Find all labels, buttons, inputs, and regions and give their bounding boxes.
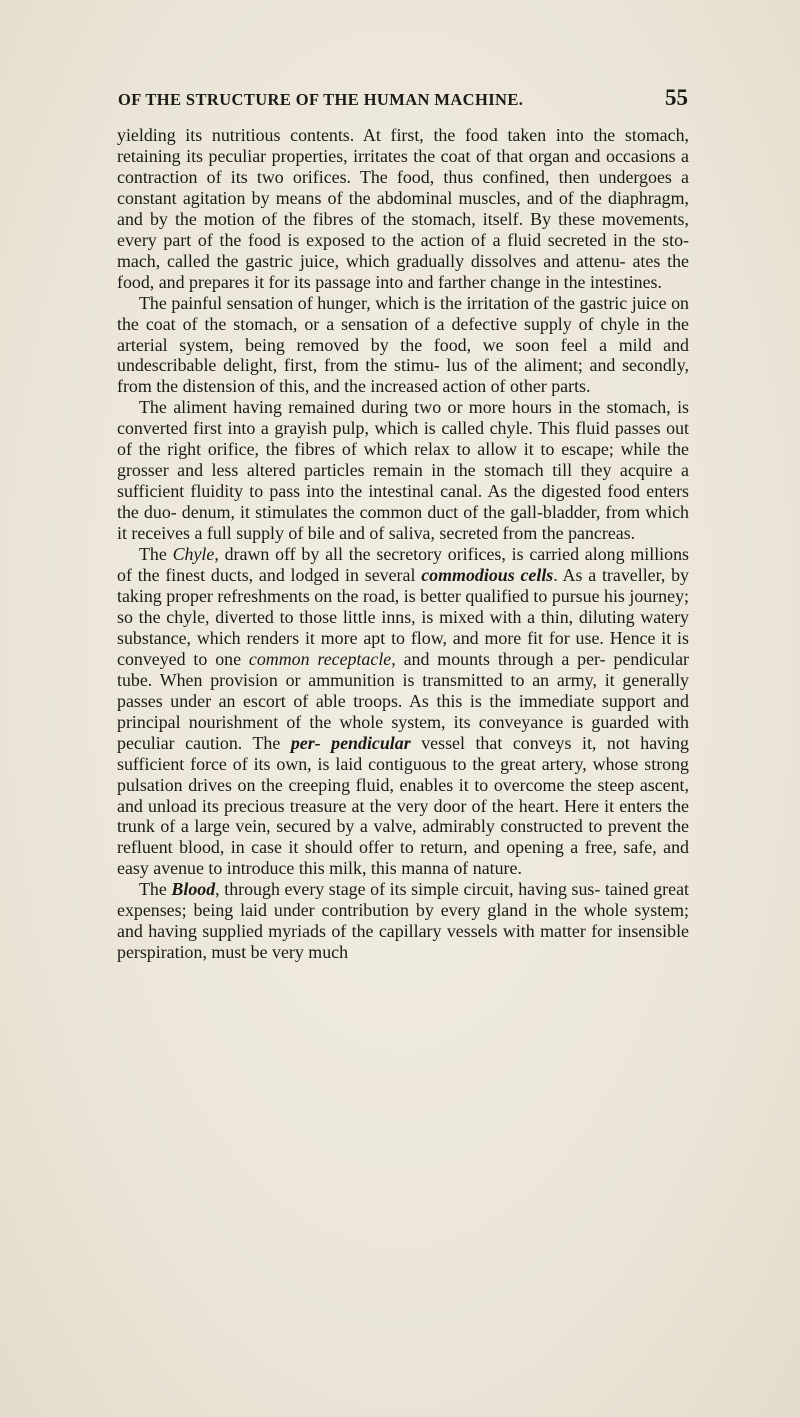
text-run: The <box>139 879 172 900</box>
paragraph <box>117 544 689 879</box>
body-text <box>117 125 689 963</box>
text-run: , and mounts through a per- pendicular tube. When provision or ammunition is transmitted to an army, it generally passes under an escort of able troops. As this is the immediate support and principal nourishment of the whole system, its conveyance is guarded with peculiar caution. The <box>117 648 689 753</box>
text-run: . As a traveller, by taking proper refreshments on the road, is better qualified to pursue his journey; so the chyle, diverted to those little inns, is mixed with a thin, diluting watery substance, which renders it more apt to flow, and more fit for use. Hence it is conveyed to one <box>117 565 690 669</box>
paragraph: The painful sensation of hunger, which is the irritation of the gastric juice on the coat of the stomach, or a sensation of a defective supply of chyle in the arterial system, being removed by the food, we soon feel a mild and undescribable delight, first, from the stimu- lus of the aliment; and secondly, from the distension of this, and the increased action of other parts. <box>117 292 689 397</box>
italic-term-chyle: Chyle <box>172 544 215 565</box>
page-number: 55 <box>665 85 688 110</box>
paragraph <box>117 879 689 963</box>
text-run: The <box>139 544 173 565</box>
text-run: , through every stage of its simple circuit, having sus- tained great expenses; being laid under contribution by every gland in the whole system; and having supplied myriads of the capillary vessels with matter for insensible perspiration, must be very much <box>117 879 689 963</box>
paragraph: The aliment having remained during two or more hours in the stomach, is converted first into a grayish pulp, which is called chyle. This fluid passes out of the right orifice, the fibres of which relax to allow it to escape; while the grosser and less altered particles remain in the stomach till they acquire a sufficient fluidity to pass into the intestinal canal. As the digested food enters the duo- denum, it stimulates the common duct of the gall-bladder, from which it receives a full supply of bile and of saliva, secreted from the pancreas. <box>117 397 689 544</box>
italic-term-blood: Blood <box>171 879 216 900</box>
italic-term-commodious-cells: commodious cells <box>421 565 554 586</box>
running-title: OF THE STRUCTURE OF THE HUMAN MACHINE. <box>118 90 524 109</box>
italic-term-common-receptacle: common receptacle <box>248 648 392 669</box>
running-head <box>118 85 688 114</box>
paragraph: yielding its nutritious contents. At first, the food taken into the stomach, retaining its peculiar properties, irritates the coat of that organ and occasions a contraction of its two orifices. The food, thus confined, then undergoes a constant agitation by means of the abdominal muscles, and of the diaphragm, and by the motion of the fibres of the stomach, itself. By these movements, every part of the food is exposed to the action of a fluid secreted in the sto- mach, called the gastric juice, which gradually dissolves and attenu- ates the food, and prepares it for its passage into and farther change in the intestines. <box>117 125 689 292</box>
italic-term-perpendicular: per- pendicular <box>290 732 411 753</box>
text-run: vessel that conveys it, not having sufficient force of its own, is laid contiguous to the great artery, whose strong pulsation drives on the creeping fluid, enables it to overcome the steep ascent, and unload its precious treasure at the very door of the heart. Here it enters the trunk of a large vein, secured by a valve, admirably constructed to prevent the refluent blood, in case it should offer to return, and opening a free, safe, and easy avenue to introduce this milk, this manna of nature. <box>117 732 689 879</box>
text-run: , drawn off by all the secretory orifices, is carried along millions of the finest ducts, and lodged in several <box>117 544 689 586</box>
